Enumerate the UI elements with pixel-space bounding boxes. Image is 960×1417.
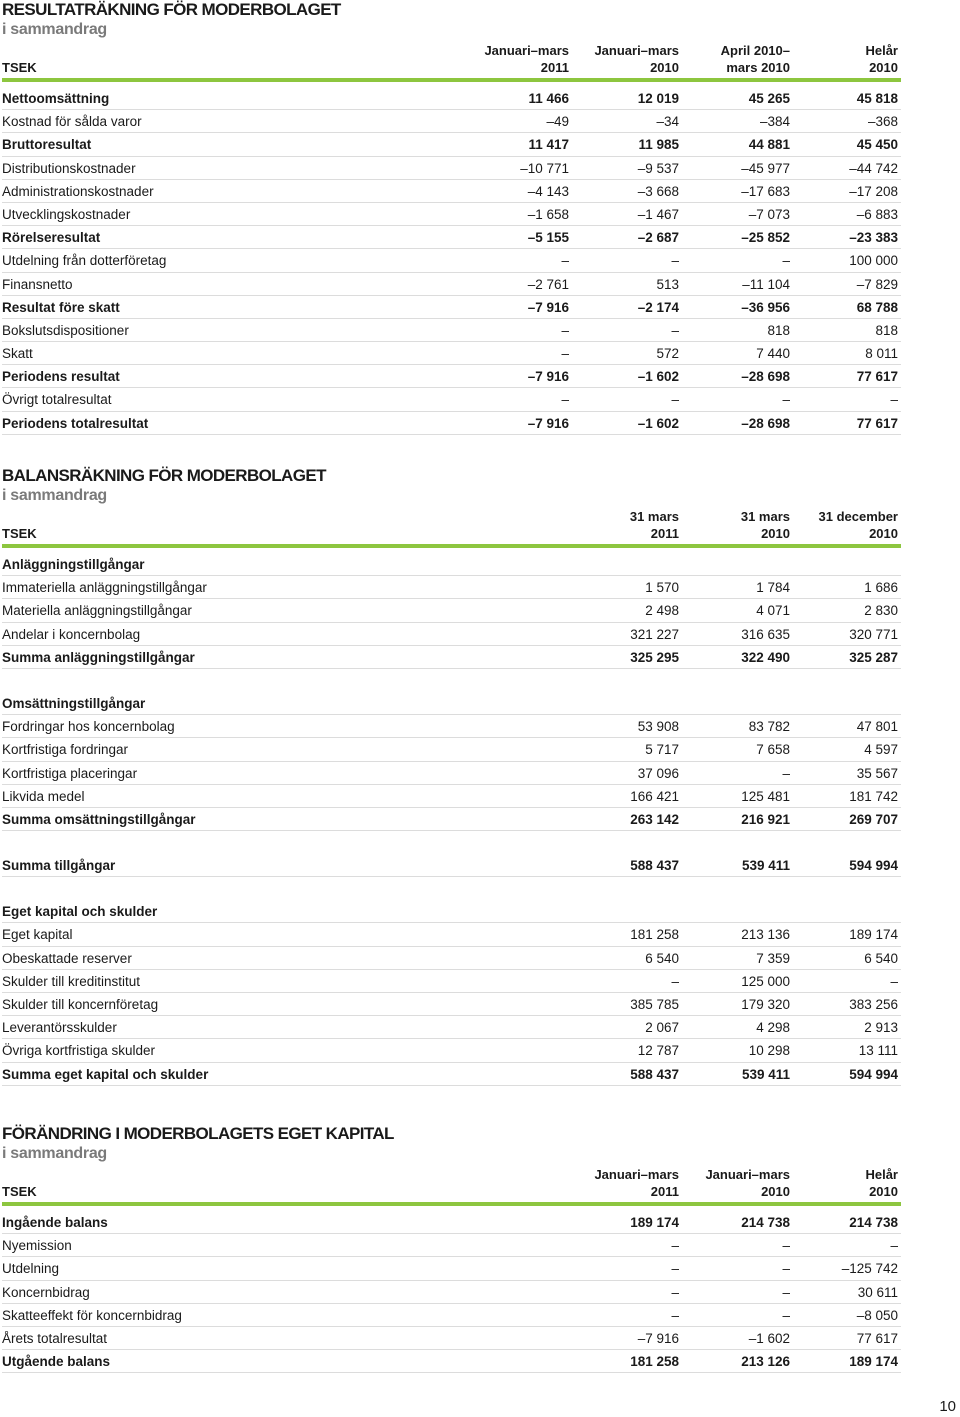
cell-value: – [782,253,790,269]
column-header: April 2010– mars 2010 [720,43,790,75]
cell-value: –7 829 [856,276,898,292]
cell-value: 45 450 [856,137,898,153]
unit-label: TSEK [2,60,37,75]
cell-value: 181 258 [630,1354,679,1370]
row-label: Skulder till koncernföretag [2,997,159,1012]
cell-value: 77 617 [856,369,898,385]
row-label: Övriga kortfristiga skulder [2,1043,156,1059]
row-label: Koncernbidrag [2,1284,90,1300]
table-row [2,576,901,599]
cell-value: 77 617 [856,1330,898,1346]
row-label: Summa eget kapital och skulder [2,1066,209,1082]
column-header: 31 mars 2011 [629,509,679,541]
cell-value: 385 785 [630,997,679,1012]
cell-value: –36 956 [741,299,790,315]
row-label: Anläggningstillgångar [2,557,145,572]
cell-value: –9 537 [637,160,679,176]
table-row [2,87,901,110]
cell-value: – [782,1307,790,1323]
table-row [2,1281,901,1304]
balance-sheet-rows [2,553,901,1086]
column-header: Januari–mars 2011 [484,43,569,75]
cell-value: 44 881 [748,137,790,153]
table-row [2,365,901,388]
cell-value: –17 208 [849,183,898,199]
cell-value: –28 698 [741,369,790,385]
cell-value: 818 [767,322,790,338]
cell-value: 37 096 [637,765,679,781]
cell-value: 11 985 [638,137,679,153]
cell-value: 6 540 [864,950,898,966]
row-label: Administrationskostnader [2,183,154,199]
cell-value: 2 498 [645,603,679,619]
cell-value: 11 466 [528,91,569,106]
table-row [2,1304,901,1327]
cell-value: – [561,322,569,338]
column-header: Januari–mars 2010 [705,1167,790,1199]
cell-value: – [561,392,569,408]
balance-sheet-header [2,507,901,543]
cell-value: –11 104 [742,276,790,292]
group-heading [2,553,901,576]
column-header: 31 december 2010 [818,509,898,541]
cell-value: – [671,392,679,408]
table-row [2,1257,901,1280]
cell-value: –7 916 [527,369,569,385]
cell-value: – [671,1284,679,1300]
cell-value: 322 490 [741,649,790,665]
cell-value: 83 782 [748,719,790,735]
row-label: Finansnetto [2,276,73,292]
cell-value: –28 698 [741,415,790,431]
row-label: Kortfristiga placeringar [2,765,138,781]
table-row [2,1211,901,1234]
cell-value: 572 [656,346,679,362]
cell-value: – [782,765,790,781]
row-label: Fordringar hos koncernbolag [2,719,175,735]
cell-value: 539 411 [741,1066,790,1082]
cell-value: –7 073 [748,206,790,222]
row-label: Utgående balans [2,1354,111,1370]
table-row [2,923,901,946]
cell-value: 2 067 [645,1020,679,1036]
income-statement-header [2,41,901,77]
table-row [2,970,901,993]
cell-value: 30 611 [857,1284,898,1300]
table-row [2,157,901,180]
cell-value: 213 136 [741,927,790,943]
cell-value: –2 761 [527,276,569,292]
row-label: Övrigt totalresultat [2,392,112,408]
cell-value: –1 602 [637,415,679,431]
cell-value: 11 417 [528,137,569,153]
cell-value: 214 738 [741,1215,790,1230]
cell-value: – [671,1261,679,1277]
table-row [2,1063,901,1086]
row-label: Materiella anläggningstillgångar [2,603,192,619]
row-label: Leverantörsskulder [2,1020,117,1036]
cell-value: 7 359 [756,950,790,966]
equity-change-subtitle: i sammandrag [2,1145,107,1162]
column-header: Helår 2010 [865,43,898,75]
cell-value: 588 437 [630,858,679,874]
cell-value: –368 [867,114,898,130]
row-label: Utvecklingskostnader [2,206,131,222]
cell-value: 12 787 [637,1043,679,1059]
cell-value: 214 738 [849,1215,898,1230]
cell-value: – [782,1284,790,1300]
row-label: Kortfristiga fordringar [2,742,129,758]
cell-value: – [890,392,898,408]
cell-value: 594 994 [849,1066,898,1082]
cell-value: 181 742 [849,788,898,804]
row-gap [2,669,901,692]
balance-sheet-section [2,466,901,1086]
cell-value: –5 155 [527,230,569,246]
cell-value: 68 788 [856,299,898,315]
table-row [2,1039,901,1062]
row-label: Resultat före skatt [2,299,120,315]
table-row [2,947,901,970]
table-row [2,623,901,646]
cell-value: – [671,1238,679,1254]
cell-value: – [890,973,898,989]
cell-value: 1 570 [645,580,679,596]
balance-sheet-title: BALANSRÄKNING FÖR MODERBOLAGET [2,466,326,485]
income-statement-subtitle: i sammandrag [2,21,107,38]
cell-value: 263 142 [630,811,679,827]
income-statement-section [2,0,901,435]
cell-value: – [782,1261,790,1277]
header-rule [2,1202,901,1206]
column-header: Helår 2010 [865,1167,898,1199]
row-gap [2,831,901,854]
cell-value: –7 916 [527,415,569,431]
cell-value: 166 421 [630,788,679,804]
cell-value: –1 467 [637,206,679,222]
equity-change-rows [2,1211,901,1373]
cell-value: – [782,1238,790,1254]
cell-value: 4 071 [756,603,790,619]
table-row [2,715,901,738]
cell-value: 45 818 [856,91,898,106]
cell-value: –49 [546,114,569,130]
unit-label: TSEK [2,1184,37,1199]
cell-value: 7 440 [756,346,790,362]
table-row [2,738,901,761]
row-label: Skatteeffekt för koncernbidrag [2,1307,182,1323]
row-label: Skulder till kreditinstitut [2,973,141,989]
cell-value: 513 [656,276,679,292]
equity-change-title: FÖRÄNDRING I MODERBOLAGETS EGET KAPITAL [2,1124,394,1143]
cell-value: 7 658 [756,742,790,758]
equity-change-section [2,1124,901,1373]
table-row [2,993,901,1016]
table-row [2,1016,901,1039]
cell-value: –23 383 [849,230,898,246]
cell-value: 539 411 [741,858,790,874]
row-label: Kostnad för sålda varor [2,114,142,130]
cell-value: 8 011 [865,346,898,362]
row-label: Ingående balans [2,1215,108,1230]
group-heading [2,900,901,923]
row-label: Nyemission [2,1238,72,1254]
row-gap [2,877,901,900]
cell-value: 13 111 [858,1043,898,1059]
cell-value: 1 784 [756,580,790,596]
cell-value: 35 567 [856,765,898,781]
table-row [2,854,901,877]
cell-value: 179 320 [741,997,790,1012]
header-rule [2,544,901,548]
table-row [2,1327,901,1350]
cell-value: – [671,1307,679,1323]
cell-value: – [671,973,679,989]
table-row [2,319,901,342]
cell-value: 269 707 [849,811,898,827]
row-label: Skatt [2,346,33,362]
cell-value: 189 174 [849,1354,898,1370]
cell-value: 1 686 [864,580,898,596]
table-row [2,1350,901,1373]
cell-value: 594 994 [849,858,898,874]
cell-value: –10 771 [520,160,569,176]
cell-value: 181 258 [630,927,679,943]
cell-value: 2 913 [864,1020,898,1036]
cell-value: 213 126 [741,1354,790,1370]
table-row [2,599,901,622]
cell-value: –3 668 [637,183,679,199]
cell-value: –384 [759,114,790,130]
row-label: Obeskattade reserver [2,950,132,966]
cell-value: –25 852 [741,230,790,246]
row-label: Bokslutsdispositioner [2,322,129,338]
row-label: Rörelseresultat [2,230,101,246]
table-row [2,133,901,156]
column-header: Januari–mars 2011 [594,1167,679,1199]
row-label: Utdelning från dotterföretag [2,253,167,269]
group-heading [2,692,901,715]
table-row [2,203,901,226]
cell-value: 100 000 [849,253,898,269]
cell-value: 316 635 [741,626,790,642]
cell-value: –45 977 [741,160,790,176]
row-label: Bruttoresultat [2,137,92,153]
cell-value: 189 174 [630,1215,679,1230]
cell-value: 383 256 [849,997,898,1012]
column-header: Januari–mars 2010 [594,43,679,75]
cell-value: –4 143 [527,183,569,199]
table-row [2,180,901,203]
row-label: Periodens totalresultat [2,415,149,431]
cell-value: 125 000 [741,973,790,989]
table-row [2,273,901,296]
cell-value: 10 298 [748,1043,790,1059]
row-label: Summa omsättningstillgångar [2,811,196,827]
cell-value: 325 295 [630,649,679,665]
cell-value: – [671,253,679,269]
table-row [2,762,901,785]
row-label: Summa tillgångar [2,858,116,874]
header-rule [2,78,901,82]
column-header: 31 mars 2010 [740,509,790,541]
table-row [2,226,901,249]
cell-value: – [890,1238,898,1254]
cell-value: 125 481 [741,788,790,804]
table-row [2,342,901,365]
row-label: Nettoomsättning [2,91,110,106]
cell-value: 2 830 [864,603,898,619]
cell-value: 4 298 [756,1020,790,1036]
row-label: Immateriella anläggningstillgångar [2,580,207,596]
cell-value: –2 174 [637,299,679,315]
row-label: Distributionskostnader [2,160,136,176]
table-row [2,646,901,669]
cell-value: 321 227 [630,626,679,642]
cell-value: –7 916 [527,299,569,315]
cell-value: 320 771 [849,626,898,642]
table-row [2,388,901,411]
row-label: Eget kapital [2,927,73,943]
row-label: Summa anläggningstillgångar [2,649,195,665]
table-row [2,249,901,272]
row-label: Periodens resultat [2,369,120,385]
cell-value: –2 687 [637,230,679,246]
row-label: Omsättningstillgångar [2,695,146,711]
cell-value: 4 597 [864,742,898,758]
cell-value: –7 916 [637,1330,679,1346]
unit-label: TSEK [2,526,37,541]
cell-value: –6 883 [856,206,898,222]
table-row [2,808,901,831]
table-row [2,110,901,133]
cell-value: – [561,346,569,362]
cell-value: 47 801 [856,719,898,735]
equity-change-header [2,1165,901,1201]
cell-value: 53 908 [637,719,679,735]
table-row [2,412,901,435]
cell-value: 12 019 [637,91,679,106]
cell-value: –17 683 [741,183,790,199]
cell-value: 588 437 [630,1066,679,1082]
table-row [2,1234,901,1257]
cell-value: – [561,253,569,269]
cell-value: – [671,322,679,338]
cell-value: –125 742 [841,1261,898,1277]
balance-sheet-subtitle: i sammandrag [2,487,107,504]
cell-value: 6 540 [645,950,679,966]
row-label: Eget kapital och skulder [2,904,158,920]
cell-value: – [782,392,790,408]
cell-value: –44 742 [849,160,898,176]
cell-value: 45 265 [748,91,790,106]
row-label: Likvida medel [2,788,85,804]
row-label: Årets totalresultat [2,1330,108,1346]
income-statement-rows [2,87,901,435]
row-label: Andelar i koncernbolag [2,626,141,642]
table-row [2,785,901,808]
cell-value: 77 617 [856,415,898,431]
cell-value: 818 [875,322,898,338]
cell-value: –1 602 [637,369,679,385]
cell-value: 216 921 [741,811,790,827]
cell-value: –8 050 [856,1307,898,1323]
cell-value: 5 717 [645,742,679,758]
cell-value: –1 602 [748,1330,790,1346]
table-row [2,296,901,319]
cell-value: 325 287 [849,649,898,665]
row-label: Utdelning [2,1261,60,1277]
page-number: 10 [939,1398,956,1415]
cell-value: –1 658 [527,206,569,222]
cell-value: –34 [656,114,679,130]
cell-value: 189 174 [849,927,898,943]
income-statement-title: RESULTATRÄKNING FÖR MODERBOLAGET [2,0,341,19]
